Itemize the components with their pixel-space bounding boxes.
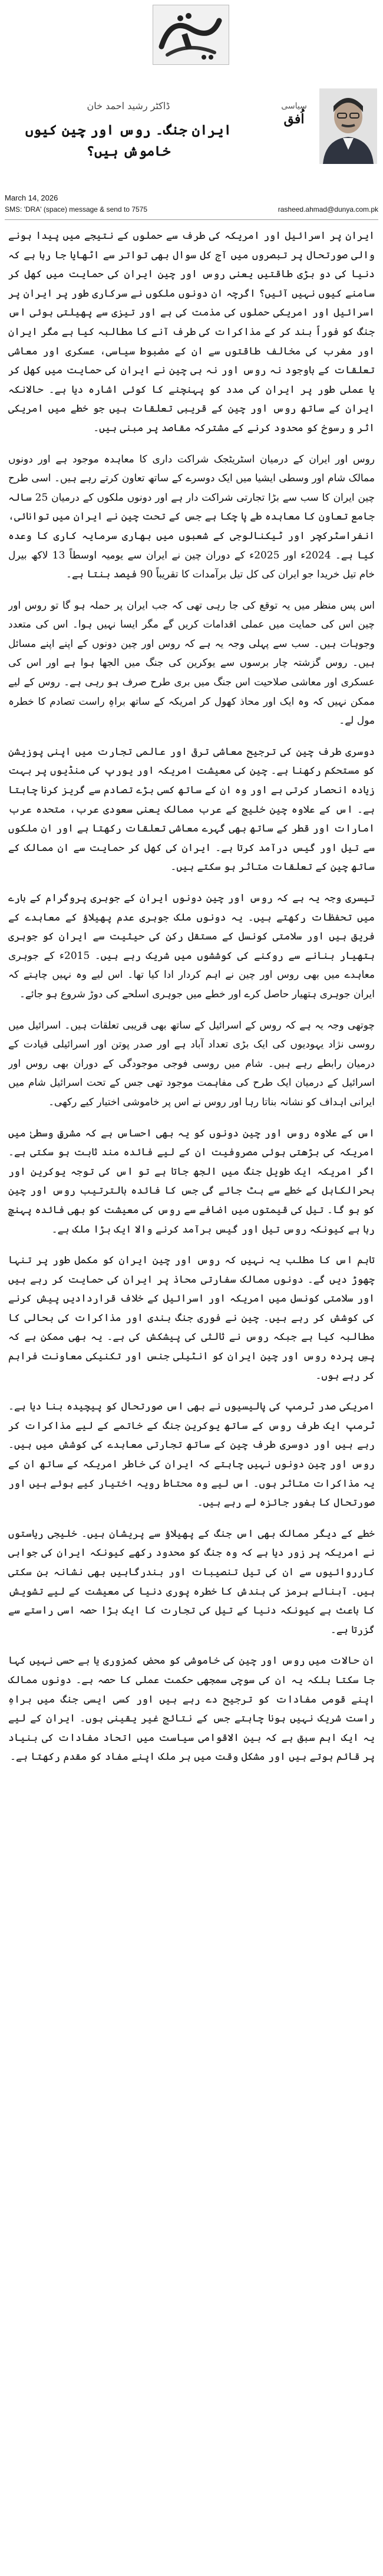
article-paragraph: دوسری طرف چین کی ترجیح معاشی ترقی اور عالمی تجارت میں اپنی پوزیشن کو مستحکم رکھنا ہے۔ چین کی معیشت امریکہ اور یورپ کی منڈیوں پر بہت زیادہ انحصار کرتی ہے اور وہ ان کے ساتھ کسی بڑے تصادم سے گریز کرنا چاہتا ہے۔ اس کے علاوہ چین خلیج کے عرب ممالک یعنی سعودی عرب، متحدہ عرب امارات اور قطر کے ساتھ بھی گہرے معاشی تعلقات رکھتا ہے اور ان ملکوں سے تیل اور گیس درآمد کرتا ہے۔ ایران کی کھل کر حمایت سے ان ممالک کے ساتھ چین کے تعلقات متاثر ہو سکتے ہیں۔ — [8, 745, 375, 873]
article-paragraph: ایران پر اسرائیل اور امریکہ کی طرف سے حملوں کے نتیجے میں پیدا ہونے والی صورتحال پر تبصروں میں آج کل سوال بھی تواتر سے اٹھایا جا رہا ہے کہ دنیا کی دو بڑی طاقتیں یعنی روس اور چین ایران کی حمایت میں کھل کر سامنے کیوں نہیں آئیں؟ اگرچہ ان دونوں ملکوں نے سرکاری طور پر ایران پر اسرائیل اور امریکی حملوں کی مذمت کی ہے اور تیزی سے پھیلتی ہوئی اس جنگ کو فوراً بند کر کے مذاکرات کی طرف آنے کا مطالبہ کیا ہے مگر ایران اور مغرب کی مخالف طاقتوں سے ان کے مضبوط سیاسی، عسکری اور معاشی تعلقات کے باوجود نہ روس اور نہ ہی چین نے ایران کی حمایت میں کھل کر یا عملی طور پر ایران کی مدد کو پہنچنے کا کوئی اشارہ دیا ہے۔ حالانکہ ایران کے ساتھ روس اور چین کے قریبی تعلقات ہیں جو خطے میں امریکی اثر و رسوخ کو محدود کرنے کے مشترکہ مقاصد پر مبنی ہیں۔ — [8, 230, 375, 434]
article-paragraph: اس پس منظر میں یہ توقع کی جا رہی تھی کہ جب ایران پر حملہ ہو گا تو روس اور چین اس کی حمایت میں عملی اقدامات کریں گے مگر ایسا نہیں ہوا۔ اس کی متعدد وجوہات ہیں۔ سب سے پہلی وجہ یہ ہے کہ روس اور چین دونوں کے اپنے اپنے مسائل ہیں۔ روس گزشتہ چار برسوں سے یوکرین کی جنگ میں الجھا ہوا ہے اور اس کی عسکری اور معاشی صلاحیت اس جنگ میں بری طرح صرف ہو رہی ہے۔ روس کے لیے ممکن نہیں کہ وہ ایک اور محاذ کھول کر امریکہ کے ساتھ براہِ راست تصادم کا خطرہ مول لے۔ — [8, 599, 375, 727]
article-paragraph: چوتھی وجہ یہ ہے کہ روس کے اسرائیل کے ساتھ بھی قریبی تعلقات ہیں۔ اسرائیل میں روسی نژاد یہودیوں کی ایک بڑی تعداد آباد ہے اور صدر پوتن اور اسرائیلی قیادت کے درمیان رابطے رہے ہیں۔ شام میں روسی فوجی موجودگی کے دوران بھی روس اور اسرائیل کے درمیان ایک طرح کی مفاہمت موجود تھی جس کے تحت اسرائیل شام میں ایرانی اہداف کو نشانہ بناتا رہا اور روس نے اس پر خاموشی اختیار کیے رکھی۔ — [8, 1019, 375, 1108]
logo-artwork — [153, 5, 229, 64]
article-paragraph: ان حالات میں روس اور چین کی خاموشی کو محض کمزوری یا بے حسی نہیں کہا جا سکتا بلکہ یہ ان کی سوچی سمجھی حکمت عملی کا حصہ ہے۔ دونوں ممالک اپنے قومی مفادات کو ترجیح دے رہے ہیں اور کسی ایسی جنگ میں براہِ راست شریک نہیں ہونا چاہتے جس کے نتائج غیر یقینی ہوں۔ ایران کے لیے یہ ایک اہم سبق ہے کہ بین الاقوامی سیاست میں اتحاد مفادات کی بنیاد پر قائم ہوتے ہیں اور مشکل وقت میں ہر ملک اپنے مفاد کو مقدم رکھتا ہے۔ — [8, 1655, 375, 1763]
article-paragraph: اس کے علاوہ روس اور چین دونوں کو یہ بھی احساس ہے کہ مشرقِ وسطیٰ میں امریکہ کی بڑھتی ہوئی مصروفیت ان کے لیے فائدہ مند ثابت ہو سکتی ہے۔ اگر امریکہ ایک طویل جنگ میں الجھ جاتا ہے تو اس کی توجہ یوکرین اور بحرالکاہل کے خطے سے ہٹ جائے گی جس کا فائدہ بالترتیب روس اور چین کو ہو گا۔ تیل کی قیمتوں میں اضافے سے روس کی معیشت کو بھی فائدہ پہنچ رہا ہے کیونکہ روس تیل اور گیس برآمد کرنے والا ایک بڑا ملک ہے۔ — [8, 1127, 375, 1236]
column-tag — [273, 101, 315, 127]
publish-date: March 14, 2026 — [5, 193, 58, 202]
article-body — [8, 226, 375, 2562]
article-paragraph: خطے کے دیگر ممالک بھی اس جنگ کے پھیلاؤ سے پریشان ہیں۔ خلیجی ریاستوں نے امریکہ پر زور دیا ہے کہ وہ جنگ کو محدود رکھے کیونکہ ایران کی جوابی کارروائیوں سے ان کی تیل تنصیبات اور بندرگاہیں بھی نشانہ بن سکتی ہیں۔ آبنائے ہرمز کی بندش کا خطرہ پوری دنیا کی معیشت کے لیے تشویش کا باعث ہے کیونکہ دنیا کے تیل کی تجارت کا ایک بڑا حصہ اسی راستے سے گزرتا ہے۔ — [8, 1527, 375, 1636]
byline-band — [5, 88, 378, 217]
article-paragraph: تاہم اس کا مطلب یہ نہیں کہ روس اور چین ایران کو مکمل طور پر تنہا چھوڑ دیں گے۔ دونوں ممالک سفارتی محاذ پر ایران کی حمایت کر رہے ہیں اور سلامتی کونسل میں امریکہ اور اسرائیل کے خلاف قراردادیں پیش کرنے کی کوشش کر رہے ہیں۔ چین نے فوری جنگ بندی اور مذاکرات کی بحالی کا مطالبہ کیا ہے جبکہ روس نے ثالثی کی پیشکش کی ہے۔ یہ بھی ممکن ہے کہ پسِ پردہ روس اور چین ایران کو انٹیلی جنس اور تکنیکی معاونت فراہم کر رہے ہوں۔ — [8, 1254, 375, 1382]
divider — [5, 219, 378, 220]
author-email-link[interactable]: rasheed.ahmad@dunya.com.pk — [278, 205, 378, 213]
author-name: ڈاکٹر رشید احمد خان — [87, 100, 170, 111]
article-paragraph: تیسری وجہ یہ ہے کہ روس اور چین دونوں ایران کے جوہری پروگرام کے بارے میں تحفظات رکھتے ہیں۔ یہ دونوں ملک جوہری عدم پھیلاؤ کے معاہدے کے فریق ہیں اور سلامتی کونسل کے مستقل رکن کی حیثیت سے ایران کو جوہری ہتھیار بنانے سے روکنے کی کوششوں میں شریک رہے ہیں۔ 2015ء کے جوہری معاہدے میں بھی روس اور چین نے اہم کردار ادا کیا تھا۔ اس لیے وہ نہیں چاہتے کہ ایران جوہری ہتھیار حاصل کرے اور خطے میں جوہری اسلحے کی دوڑ شروع ہو جائے۔ — [8, 892, 375, 1000]
article-paragraph: امریکی صدر ٹرمپ کی پالیسیوں نے بھی اس صورتحال کو پیچیدہ بنا دیا ہے۔ ٹرمپ ایک طرف روس کے ساتھ یوکرین جنگ کے خاتمے کے لیے مذاکرات کر رہے ہیں اور دوسری طرف چین کے ساتھ تجارتی معاہدے کی کوشش میں ہیں۔ روس اور چین دونوں نہیں چاہتے کہ ایران کی خاطر امریکہ کے ساتھ ان کے یہ مذاکرات متاثر ہوں۔ اس لیے وہ محتاط رویہ اختیار کیے ہوئے ہیں اور صورتحال کا بغور جائزہ لے رہے ہیں۔ — [8, 1401, 375, 1509]
newspaper-logo — [153, 5, 229, 65]
author-photo — [319, 88, 377, 164]
column-name: اُفق — [283, 111, 305, 127]
masthead — [0, 5, 383, 68]
column-subtitle: سیاسی — [281, 101, 307, 111]
meta-row — [5, 193, 378, 217]
sms-instructions: SMS: 'DRA' (space) message & send to 7575 — [5, 205, 148, 213]
article-headline: ایران جنگ۔ روس اور چین کیوں خاموش ہیں؟ — [25, 122, 232, 159]
article-paragraph: روس اور ایران کے درمیان اسٹریٹجک شراکت داری کا معاہدہ موجود ہے اور دونوں ممالک شام اور وسطی ایشیا میں ایک دوسرے کے ساتھ تعاون کرتے رہے ہیں۔ اسی طرح چین ایران کا سب سے بڑا تجارتی شراکت دار ہے اور دونوں ملکوں کے درمیان 25 سالہ جامع تعاون کا معاہدہ طے پا چکا ہے جس کے تحت چین نے ایران میں توانائی، انفراسٹرکچر اور ٹیکنالوجی کے شعبوں میں بھاری سرمایہ کاری کا وعدہ کیا ہے۔ 2024ء اور 2025ء کے دوران چین نے ایران سے یومیہ اوسطاً 13 لاکھ بیرل خام تیل خریدا جو ایران کی کل تیل برآمدات کا تقریباً 90 فیصد بنتا ہے۔ — [8, 453, 375, 581]
headline-block — [16, 100, 240, 162]
